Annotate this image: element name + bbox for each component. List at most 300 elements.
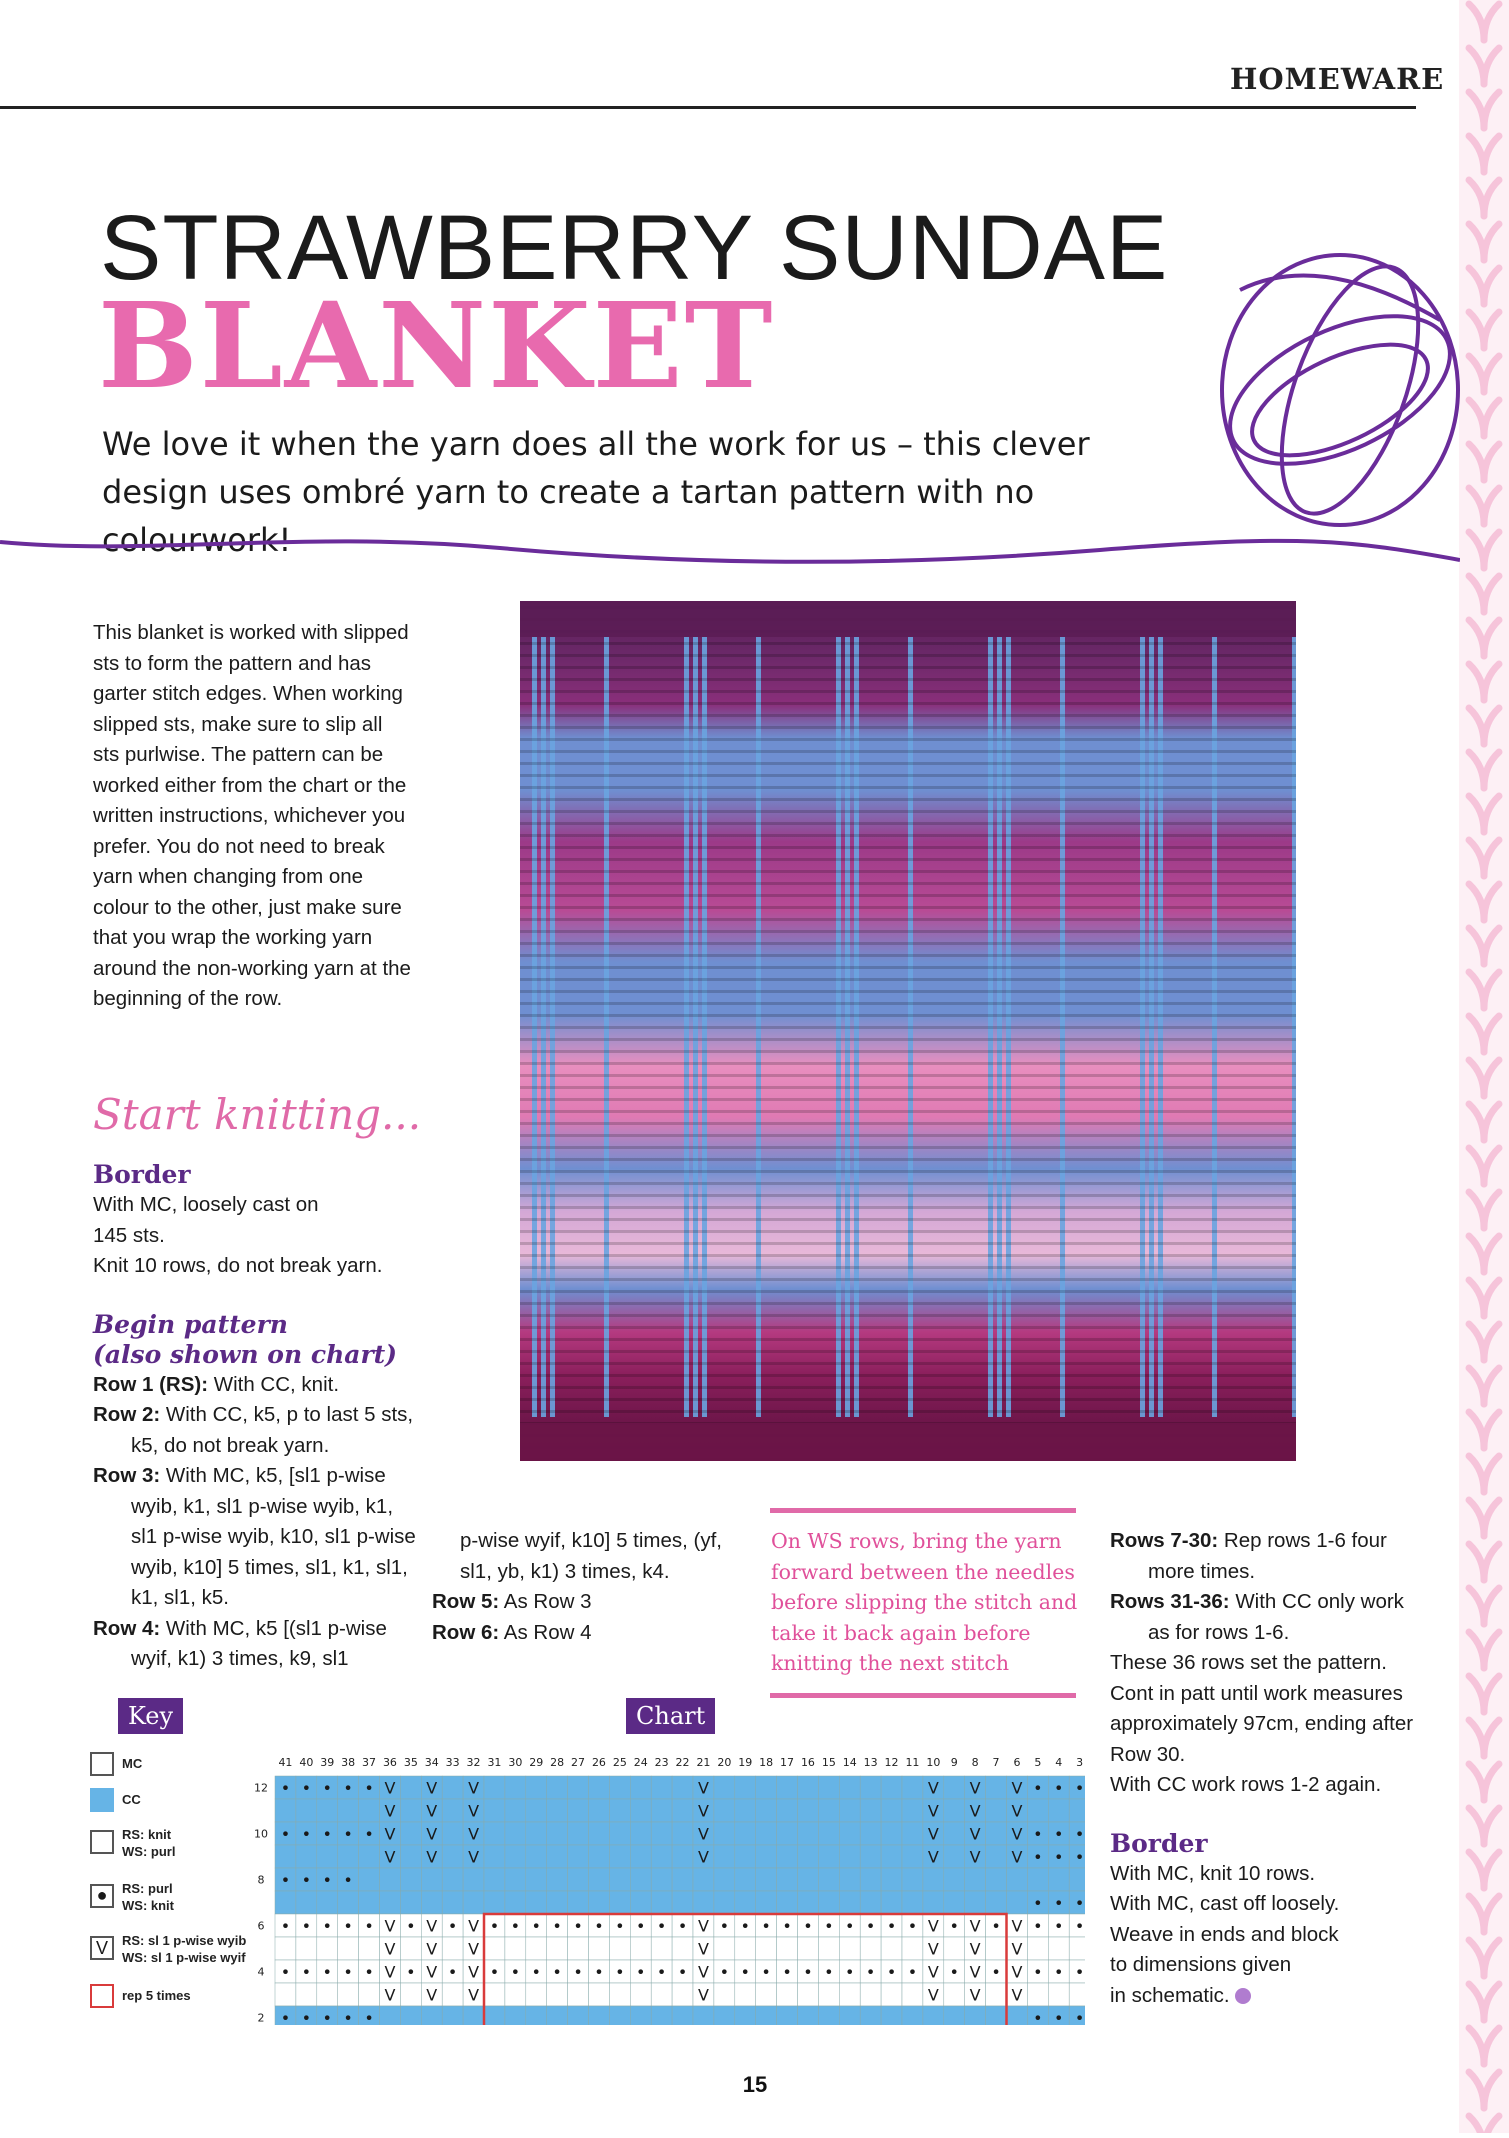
chart-cell: [902, 1822, 923, 1845]
knitting-chart: [235, 1740, 1085, 2025]
chart-cell: [777, 1891, 798, 1914]
column-label: 12: [884, 1756, 899, 1769]
chart-cell: [359, 1983, 380, 2006]
chart-cell: [505, 1937, 526, 1960]
purl-symbol: •: [1054, 1824, 1064, 1844]
row-instruction: [93, 1461, 423, 1614]
chart-cell: [798, 1891, 819, 1914]
row-label: 2: [257, 2011, 265, 2025]
chart-cell: [777, 1822, 798, 1845]
chart-cell: [400, 1845, 421, 1868]
chart-cell: [1027, 1983, 1048, 2006]
standfirst: We love it when the yarn does all the work for us – this clever design uses ombré yarn to create a tartan pattern with no colourwork!: [102, 425, 1090, 559]
chart-cell: [902, 1891, 923, 1914]
key-label-text: MC: [122, 1756, 143, 1771]
slip-stitch-symbol: V: [468, 1847, 480, 1867]
chart-cell: [672, 1868, 693, 1891]
purl-symbol: •: [322, 1778, 332, 1798]
chart-cell: [651, 1891, 672, 1914]
purl-symbol: •: [677, 1962, 688, 1982]
row-text: With MC, k5, [sl1 p-wise wyib, k1, sl1 p-wise wyib, k1, sl1 p-wise wyib, k10, sl1 p-wise wyib, k10] 5 times, sl1, k1, sl1, k1, sl1, k5.: [131, 1464, 416, 1609]
chart-cell: [714, 1937, 735, 1960]
row-label: Rows 7-30:: [1110, 1529, 1219, 1552]
chart-cell: [818, 1891, 839, 1914]
chart-cell: [818, 1822, 839, 1845]
chart-cell: [881, 1937, 902, 1960]
column-label: 21: [696, 1756, 711, 1769]
slip-stitch-symbol: V: [969, 1962, 981, 1982]
chart-cell: [589, 1845, 610, 1868]
chart-cell: [630, 1799, 651, 1822]
pattern-note: These 36 rows set the pattern. Cont in patt until work measures approximately 97cm, ending after Row 30.: [1110, 1651, 1414, 1766]
row-label: Row 3:: [93, 1464, 161, 1487]
column-label: 3: [1076, 1756, 1084, 1769]
chart-cell: [735, 1776, 756, 1799]
chart-cell: [798, 2006, 819, 2025]
slip-stitch-symbol: V: [697, 1847, 709, 1867]
purl-symbol: •: [280, 1824, 291, 1844]
chart-cell: [630, 1845, 651, 1868]
column-label: 10: [926, 1756, 941, 1769]
purl-symbol: •: [301, 1962, 312, 1982]
callout-rule: [770, 1508, 1076, 1513]
chart-cell: [400, 1776, 421, 1799]
chart-cell: [1048, 1799, 1069, 1822]
slip-stitch-symbol: V: [927, 1916, 939, 1936]
border-line: [1110, 1981, 1420, 2012]
row-instruction: [93, 1400, 423, 1461]
chart-cell: [609, 1799, 630, 1822]
chart-cell: [818, 2006, 839, 2025]
purl-symbol: •: [865, 1916, 876, 1936]
chart-cell: [526, 1891, 547, 1914]
slip-stitch-symbol: V: [384, 1778, 396, 1798]
chart-cell: [568, 1822, 589, 1845]
chart-cell: [589, 1891, 610, 1914]
purl-symbol: •: [1074, 2008, 1085, 2025]
column-label: 16: [800, 1756, 815, 1769]
slip-stitch-symbol: V: [697, 1939, 709, 1959]
chart-cell: [484, 2006, 505, 2025]
slip-stitch-symbol: V: [1011, 1985, 1023, 2005]
chart-cell: [1007, 2006, 1028, 2025]
chart-cell: [881, 1776, 902, 1799]
row-label: 4: [257, 1965, 265, 1979]
row-text: As Row 4: [499, 1620, 592, 1644]
chart-cell: [902, 1776, 923, 1799]
chart-cell: [526, 1822, 547, 1845]
chart-cell: [735, 1845, 756, 1868]
chart-cell: [547, 1937, 568, 1960]
chart-cell: [860, 2006, 881, 2025]
purl-symbol: •: [489, 1916, 500, 1936]
chart-cell: [777, 2006, 798, 2025]
page-title-line2: BLANKET: [98, 276, 775, 415]
border-line: 145 sts.: [93, 1223, 165, 1247]
column-label: 9: [950, 1756, 958, 1769]
row-instruction: [93, 1370, 423, 1401]
chart-cell: [484, 1983, 505, 2006]
purl-symbol: •: [364, 1962, 374, 1982]
column-1: [93, 1160, 423, 1675]
slip-stitch-symbol: V: [927, 1847, 939, 1867]
cc-swatch: [90, 1788, 114, 1812]
row-text: Rep rows 1-6 four more times.: [1148, 1529, 1387, 1583]
purl-symbol: •: [447, 1916, 458, 1936]
row-text: As Row 3: [499, 1590, 592, 1613]
slip-stitch-symbol: V: [1011, 1801, 1023, 1821]
chart-cell: [380, 1891, 401, 1914]
column-label: 30: [508, 1756, 523, 1769]
slip-stitch-symbol: V: [697, 1778, 709, 1798]
purl-symbol: •: [1054, 1778, 1064, 1798]
chart-cell: [505, 1776, 526, 1799]
purl-symbol: •: [845, 1962, 855, 1982]
chart-cell: [881, 2006, 902, 2025]
chart-cell: [484, 1799, 505, 1822]
key-label: [122, 1755, 142, 1772]
chart-cell: [400, 1937, 421, 1960]
chart-cell: [860, 1983, 881, 2006]
chart-cell: [568, 1845, 589, 1868]
purl-symbol: •: [301, 2008, 312, 2025]
column-label: 36: [382, 1756, 397, 1769]
chart-cell: [672, 1845, 693, 1868]
chart-cell: [756, 1937, 777, 1960]
purl-symbol: •: [761, 1916, 771, 1936]
slip-stitch-symbol: V: [384, 1847, 396, 1867]
column-label: 18: [759, 1756, 774, 1769]
start-knitting-heading: Start knitting...: [93, 1090, 422, 1139]
chart-cell: [609, 1983, 630, 2006]
header-rule: [0, 106, 1416, 109]
chart-cell: [839, 1776, 860, 1799]
chart-cell: [609, 1822, 630, 1845]
chart-cell: [798, 1845, 819, 1868]
column-label: 5: [1034, 1756, 1042, 1769]
column-label: 27: [571, 1756, 586, 1769]
slip-stitch-symbol: V: [426, 1824, 438, 1844]
purl-symbol: •: [1054, 1962, 1064, 1982]
key-title: Key: [118, 1698, 183, 1734]
column-label: 26: [591, 1756, 606, 1769]
slip-stitch-symbol: V: [697, 1985, 709, 2005]
chart-cell: [526, 1799, 547, 1822]
purl-symbol: •: [656, 1916, 667, 1936]
begin-pattern-subheading: (also shown on chart): [93, 1339, 398, 1369]
chart-cell: [798, 1868, 819, 1891]
column-label: 37: [362, 1756, 377, 1769]
chart-cell: [672, 1937, 693, 1960]
chart-cell: [798, 1822, 819, 1845]
slip-stitch-symbol: V: [969, 1939, 981, 1959]
row-instruction: [432, 1618, 752, 1649]
chart-cell: [338, 1799, 359, 1822]
chart-cell: [296, 1983, 317, 2006]
chart-cell: [860, 1799, 881, 1822]
column-label: 15: [821, 1756, 836, 1769]
chart-cell: [777, 1983, 798, 2006]
chart-cell: [651, 2006, 672, 2025]
chart-cell: [484, 1891, 505, 1914]
chart-cell: [317, 1937, 338, 1960]
begin-pattern-heading: Begin pattern: [93, 1309, 288, 1339]
purl-symbol: •: [280, 1778, 291, 1798]
chart-cell: [735, 1983, 756, 2006]
purl-symbol: •: [364, 2008, 374, 2025]
purl-symbol: •: [280, 1870, 291, 1890]
row-label: Rows 31-36:: [1110, 1590, 1230, 1613]
row-instruction: [1110, 1587, 1420, 1648]
chart-cell: [630, 1983, 651, 2006]
column-label: 40: [299, 1756, 314, 1769]
border-line: to dimensions given: [1110, 1953, 1292, 1976]
chart-cell: [714, 2006, 735, 2025]
slip-stitch-symbol: V: [927, 1985, 939, 2005]
slip-stitch-symbol: V: [384, 1985, 396, 2005]
chart-cell: [400, 1891, 421, 1914]
chart-cell: [630, 1822, 651, 1845]
chart-cell: [735, 1891, 756, 1914]
purl-symbol: •: [719, 1962, 730, 1982]
mc-swatch: [90, 1752, 114, 1776]
row-text: With CC, knit.: [208, 1372, 340, 1396]
chart-cell: [756, 1822, 777, 1845]
purl-symbol: •: [803, 1916, 813, 1936]
slip-stitch-symbol: V: [1011, 1824, 1023, 1844]
chart-cell: [672, 2006, 693, 2025]
purl-symbol: •: [949, 1916, 959, 1936]
chart-cell: [547, 1868, 568, 1891]
chart-cell: [359, 1799, 380, 1822]
chart-cell: [881, 1868, 902, 1891]
key-label: [122, 1826, 175, 1860]
slip-stitch-symbol: V: [969, 1847, 981, 1867]
slip-stitch-symbol: V: [426, 1962, 438, 1982]
chart-cell: [547, 1776, 568, 1799]
chart-cell: [881, 1891, 902, 1914]
purl-symbol: •: [845, 1916, 855, 1936]
border-heading: Border: [93, 1160, 191, 1189]
chart-cell: [275, 1983, 296, 2006]
chart-cell: [275, 1845, 296, 1868]
chart-cell: [986, 1822, 1007, 1845]
chart-cell: [714, 1868, 735, 1891]
purl-symbol: •: [489, 1962, 500, 1982]
chart-cell: [902, 1799, 923, 1822]
chart-cell: [672, 1776, 693, 1799]
chart-cell: [338, 1937, 359, 1960]
purl-symbol: •: [510, 1962, 521, 1982]
chart-cell: [568, 1983, 589, 2006]
end-yarn-icon: [1235, 1988, 1251, 2004]
chart-cell: [400, 2006, 421, 2025]
chart-cell: [1069, 1868, 1085, 1891]
slip-stitch-symbol: V: [384, 1939, 396, 1959]
chart-cell: [400, 1868, 421, 1891]
chart-cell: [463, 2006, 484, 2025]
chart-cell: [818, 1983, 839, 2006]
row-label: 8: [257, 1873, 265, 1887]
key-label: [122, 1932, 246, 1966]
purl-symbol: •: [343, 1778, 353, 1798]
chart-cell: [986, 1937, 1007, 1960]
chart-cell: [589, 1822, 610, 1845]
purl-symbol: •: [322, 1870, 332, 1890]
chart-cell: [798, 1983, 819, 2006]
slip-stitch-symbol: V: [384, 1962, 396, 1982]
slip-stitch-symbol: V: [468, 1778, 480, 1798]
row-label: Row 6:: [432, 1620, 500, 1644]
column-label: 11: [905, 1756, 920, 1769]
row-text: With CC, k5, p to last 5 sts, k5, do not break yarn.: [131, 1403, 414, 1457]
chart-cell: [714, 1845, 735, 1868]
chart-cell: [756, 2006, 777, 2025]
chart-cell: [651, 1822, 672, 1845]
border-heading: Border: [1110, 1828, 1208, 1858]
purl-symbol: •: [907, 1916, 918, 1936]
chart-cell: [756, 1868, 777, 1891]
column-label: 14: [842, 1756, 857, 1769]
row-text: With MC, k5 [(sl1 p-wise wyif, k1) 3 times, k9, sl1: [131, 1616, 387, 1670]
chart-cell: [798, 1937, 819, 1960]
purl-symbol: •: [531, 1962, 541, 1982]
key-label-text: WS: knit: [122, 1898, 174, 1913]
slip-stitch-symbol: V: [697, 1916, 709, 1936]
chart-cell: [400, 1822, 421, 1845]
chart-cell: [672, 1822, 693, 1845]
chart-cell: [609, 1845, 630, 1868]
chart-cell: [442, 1799, 463, 1822]
chart-cell: [1069, 1799, 1085, 1822]
column-label: 22: [675, 1756, 690, 1769]
chart-cell: [756, 1845, 777, 1868]
column-label: 38: [341, 1756, 356, 1769]
chart-cell: [589, 1937, 610, 1960]
chart-cell: [1027, 1868, 1048, 1891]
chart-cell: [589, 1983, 610, 2006]
chart-cell: [944, 1983, 965, 2006]
purl-symbol: •: [782, 1916, 792, 1936]
chart-cell: [421, 1891, 442, 1914]
chart-cell: [1069, 1983, 1085, 2006]
chart-cell: [818, 1776, 839, 1799]
slip-stitch-symbol: V: [969, 1824, 981, 1844]
chart-cell: [839, 1983, 860, 2006]
chart-cell: [986, 1868, 1007, 1891]
purl-symbol: •: [531, 1916, 541, 1936]
chart-cell: [735, 1937, 756, 1960]
slip-stitch-symbol: V: [927, 1801, 939, 1821]
purl-symbol: •: [552, 1916, 562, 1936]
chart-cell: [965, 1868, 986, 1891]
chart-cell: [442, 2006, 463, 2025]
chart-cell: [839, 1799, 860, 1822]
column-label: 35: [403, 1756, 418, 1769]
chart-cell: [839, 1822, 860, 1845]
chart-cell: [860, 1891, 881, 1914]
chart-cell: [463, 1891, 484, 1914]
purl-symbol: •: [991, 1962, 1001, 1982]
chart-cell: [965, 2006, 986, 2025]
chart-cell: [944, 1822, 965, 1845]
chart-cell: [400, 1983, 421, 2006]
purl-symbol: •: [343, 1962, 353, 1982]
chart-cell: [630, 2006, 651, 2025]
chart-cell: [777, 1799, 798, 1822]
slip-stitch-symbol: V: [969, 1778, 981, 1798]
column-label: 31: [487, 1756, 502, 1769]
chart-cell: [505, 2006, 526, 2025]
row-label: Row 5:: [432, 1590, 500, 1613]
chart-cell: [547, 1799, 568, 1822]
purl-symbol: •: [594, 1962, 604, 1982]
column-label: 20: [717, 1756, 732, 1769]
purl-symbol: •: [1033, 1847, 1043, 1867]
chart-cell: [777, 1937, 798, 1960]
purl-symbol: •: [740, 1962, 750, 1982]
purl-symbol: •: [1033, 2008, 1043, 2025]
row-label: 10: [254, 1827, 268, 1841]
purl-symbol: •: [573, 1916, 583, 1936]
purl-symbol: •: [761, 1962, 771, 1982]
chart-cell: [484, 1937, 505, 1960]
chart-cell: [630, 1868, 651, 1891]
chart-cell: [547, 1822, 568, 1845]
slip-stitch-symbol: V: [468, 1985, 480, 2005]
chart-cell: [359, 1891, 380, 1914]
chart-cell: [275, 1937, 296, 1960]
section-label: HOMEWARE: [1230, 62, 1445, 96]
chart-cell: [1048, 1868, 1069, 1891]
purl-symbol: •: [322, 1962, 332, 1982]
chart-cell: [484, 1822, 505, 1845]
chart-cell: [317, 1983, 338, 2006]
chart-cell: [714, 1776, 735, 1799]
slip-stitch-symbol: V: [384, 1916, 396, 1936]
purl-symbol: •: [364, 1824, 374, 1844]
chart-cell: [609, 1937, 630, 1960]
chart-cell: [651, 1845, 672, 1868]
slip-stitch-symbol: V: [426, 1985, 438, 2005]
purl-symbol: •: [343, 1916, 353, 1936]
key-label-text: RS: sl 1 p-wise wyib: [122, 1933, 247, 1948]
chart-cell: [902, 1868, 923, 1891]
border-line: Weave in ends and block: [1110, 1922, 1339, 1946]
purl-symbol: •: [406, 1916, 416, 1936]
purl-symbol: •: [1074, 1893, 1085, 1913]
chart-cell: [860, 1822, 881, 1845]
chart-cell: [902, 2006, 923, 2025]
chart-cell: [902, 1937, 923, 1960]
chart-cell: [756, 1983, 777, 2006]
chart-cell: [651, 1937, 672, 1960]
chart-cell: [1048, 1983, 1069, 2006]
purl-symbol: •: [1033, 1778, 1043, 1798]
purl-symbol: •: [824, 1962, 834, 1982]
purl-symbol: •: [280, 2008, 291, 2025]
chart-cell: [860, 1776, 881, 1799]
purl-symbol: •: [1033, 1916, 1043, 1936]
page-title-line1: STRAWBERRY SUNDAE: [100, 197, 1169, 299]
chart-cell: [944, 1891, 965, 1914]
row-instruction: [1110, 1526, 1420, 1587]
purl-dot-icon: ●: [90, 1884, 114, 1908]
purl-symbol: •: [301, 1778, 312, 1798]
chart-cell: [568, 1799, 589, 1822]
chart-cell: [526, 1868, 547, 1891]
slip-stitch-symbol: V: [468, 1801, 480, 1821]
